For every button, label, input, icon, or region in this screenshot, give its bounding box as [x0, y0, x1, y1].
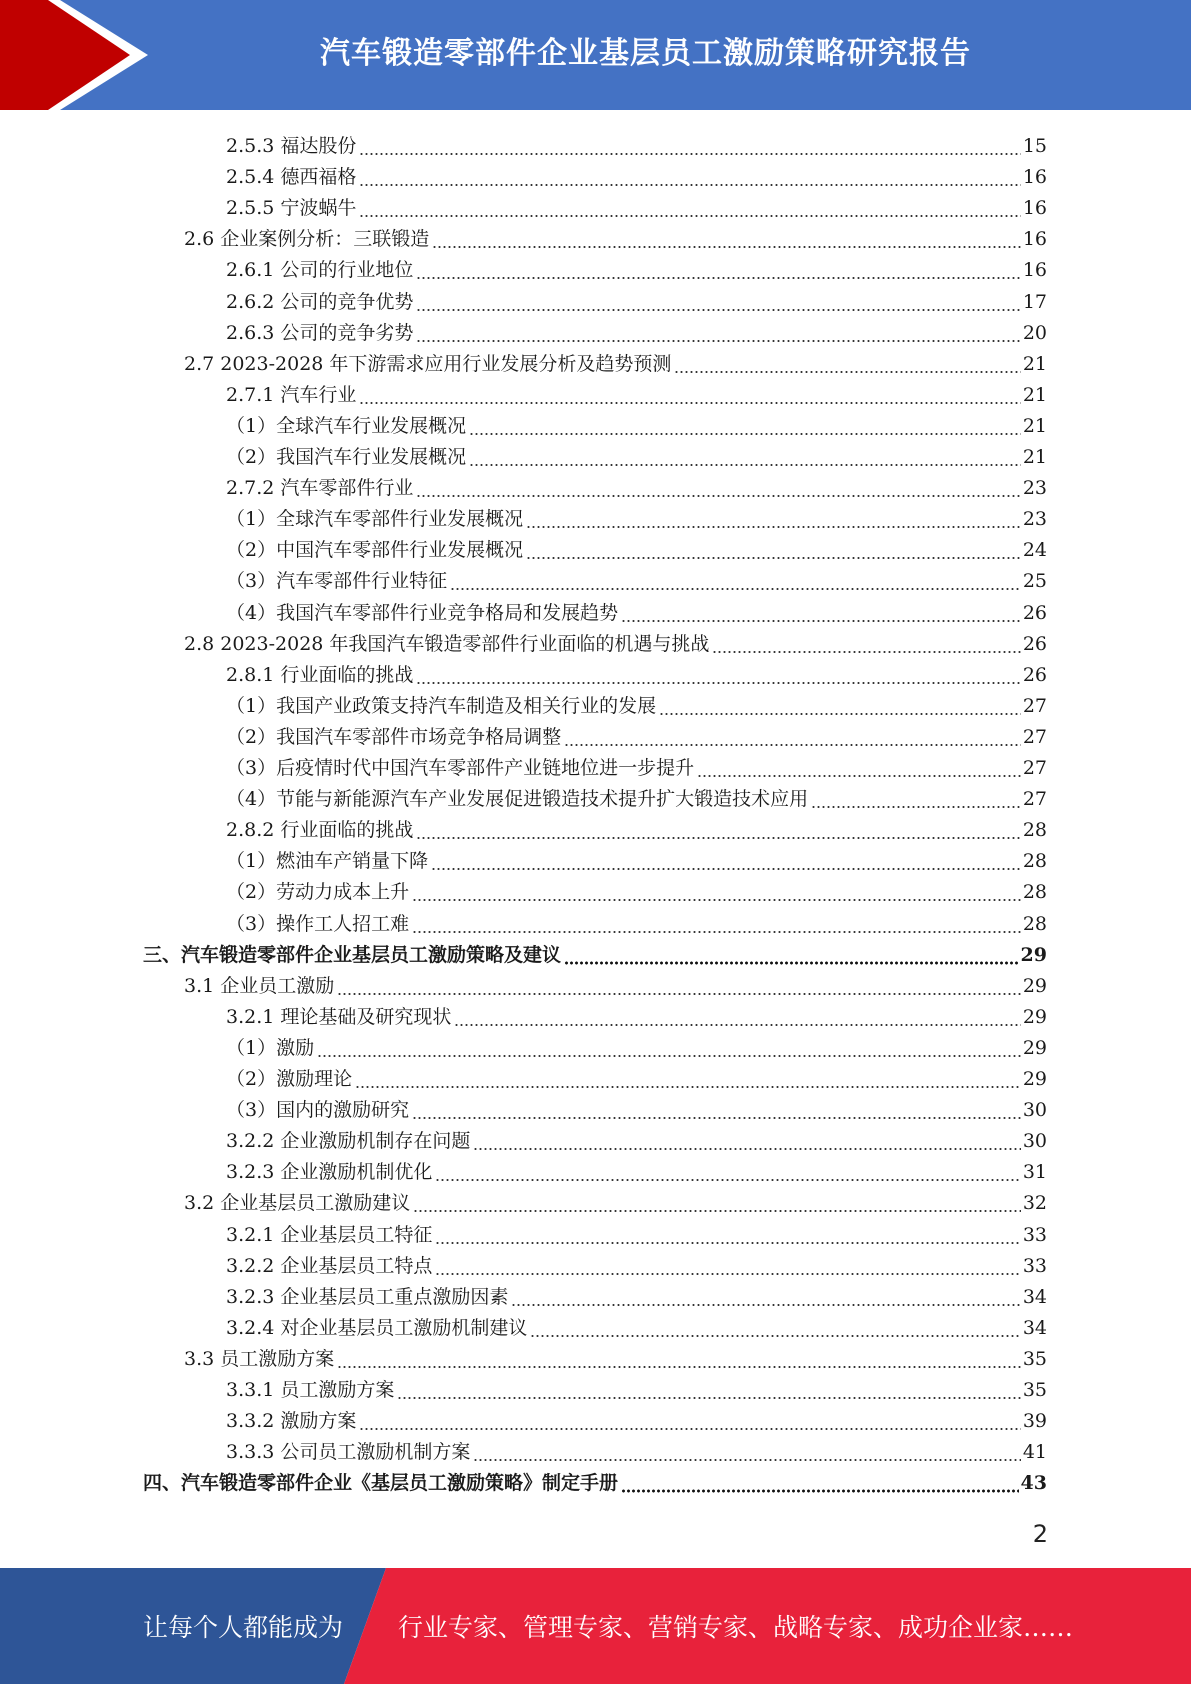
toc-entry-page: 26: [1022, 632, 1047, 655]
toc-entry-title: （1）全球汽车零部件行业发展概况: [226, 508, 524, 531]
page-footer: [0, 1568, 1191, 1684]
toc-dot-leader: [526, 536, 1021, 560]
toc-entry-title: 3.2.2 企业基层员工特点: [226, 1254, 433, 1277]
toc-dot-leader: [511, 1283, 1020, 1307]
toc-dot-leader: [564, 723, 1021, 747]
toc-entry-title: （3）国内的激励研究: [226, 1099, 410, 1122]
toc-dot-leader: [435, 1158, 1020, 1182]
toc-entry[interactable]: [226, 189, 1047, 220]
toc-entry-page: 16: [1022, 228, 1047, 251]
toc-entry-title: 2.7 2023-2028 年下游需求应用行业发展分析及趋势预测: [184, 352, 672, 375]
toc-dot-leader: [473, 1438, 1020, 1462]
toc-entry-title: 2.8 2023-2028 年我国汽车锻造零部件行业面临的机遇与挑战: [184, 632, 710, 655]
toc-entry-title: （3）操作工人招工难: [226, 912, 410, 935]
toc-entry[interactable]: [226, 811, 1047, 842]
toc-entry-title: 四、汽车锻造零部件企业《基层员工激励策略》制定手册: [143, 1472, 619, 1495]
toc-dot-leader: [337, 972, 1021, 996]
toc-entry[interactable]: [226, 905, 1047, 936]
toc-dot-leader: [416, 256, 1020, 280]
toc-entry-title: 3.2.1 企业基层员工特征: [226, 1223, 433, 1246]
toc-entry-page: 21: [1022, 352, 1047, 375]
toc-entry-title: （2）我国汽车零部件市场竞争格局调整: [226, 725, 562, 748]
toc-entry-page: 43: [1020, 1472, 1047, 1495]
toc-entry-page: 28: [1022, 912, 1047, 935]
toc-entry[interactable]: [226, 749, 1047, 780]
toc-entry-title: 2.7.1 汽车行业: [226, 383, 357, 406]
toc-entry[interactable]: [226, 1278, 1047, 1309]
toc-entry[interactable]: [184, 220, 1047, 251]
toc-entry-page: 24: [1022, 539, 1047, 562]
toc-entry[interactable]: [226, 998, 1047, 1029]
toc-dot-leader: [697, 754, 1021, 778]
toc-entry-page: 35: [1022, 1379, 1047, 1401]
toc-dot-leader: [359, 1407, 1020, 1431]
toc-entry[interactable]: [226, 718, 1047, 749]
page-number: 2: [1032, 1520, 1048, 1548]
toc-entry-page: 39: [1022, 1410, 1047, 1433]
toc-dot-leader: [416, 288, 1020, 312]
toc-entry-page: 29: [1022, 1005, 1047, 1028]
toc-dot-leader: [435, 1221, 1020, 1245]
toc-entry-title: 3.2.4 对企业基层员工激励机制建议: [226, 1316, 528, 1339]
toc-dot-leader: [469, 443, 1021, 467]
toc-entry-title: 2.6 企业案例分析：三联锻造: [184, 228, 430, 251]
toc-dot-leader: [317, 1034, 1021, 1058]
toc-entry-page: 32: [1022, 1192, 1047, 1215]
toc-entry[interactable]: [226, 656, 1047, 687]
toc-entry-page: 21: [1022, 446, 1047, 468]
toc-entry-page: 27: [1022, 694, 1047, 717]
toc-dot-leader: [359, 194, 1020, 218]
toc-entry-page: 16: [1022, 259, 1047, 282]
toc-entry-page: 16: [1022, 166, 1047, 189]
toc-entry[interactable]: [184, 1340, 1047, 1371]
toc-entry-page: 23: [1022, 508, 1047, 531]
toc-entry-page: 21: [1022, 383, 1047, 406]
toc-entry-title: 三、汽车锻造零部件企业基层员工激励策略及建议: [143, 943, 562, 966]
toc-entry[interactable]: [226, 500, 1047, 531]
toc-entry-title: （1）燃油车产销量下降: [226, 850, 429, 873]
footer-slogan-right: 行业专家、管理专家、营销专家、战略专家、成功企业家……: [398, 1613, 1074, 1642]
toc-dot-leader: [359, 381, 1020, 405]
toc-entry[interactable]: [226, 687, 1047, 718]
toc-dot-leader: [564, 941, 1019, 965]
toc-entry[interactable]: [226, 1433, 1047, 1464]
toc-entry-title: 3.1 企业员工激励: [184, 974, 335, 997]
toc-entry[interactable]: [184, 345, 1047, 376]
toc-dot-leader: [530, 1314, 1020, 1338]
toc-entry-title: 3.3.3 公司员工激励机制方案: [226, 1441, 471, 1464]
toc-dot-leader: [469, 412, 1021, 436]
toc-dot-leader: [416, 816, 1020, 840]
toc-dot-leader: [412, 878, 1021, 902]
toc-entry-title: （2）我国汽车行业发展概况: [226, 446, 467, 468]
toc-entry-title: 3.2 企业基层员工激励建议: [184, 1192, 411, 1215]
toc-dot-leader: [412, 910, 1021, 934]
toc-dot-leader: [337, 1345, 1021, 1369]
toc-entry[interactable]: [184, 1184, 1047, 1215]
toc-dot-leader: [355, 1065, 1021, 1089]
toc-entry-page: 34: [1022, 1285, 1047, 1308]
toc-entry[interactable]: [184, 625, 1047, 656]
chevron-arrow-icon: [0, 0, 160, 110]
toc-entry[interactable]: [226, 438, 1047, 469]
toc-dot-leader: [473, 1127, 1020, 1151]
toc-entry-page: 33: [1022, 1254, 1047, 1277]
toc-entry-title: 2.8.2 行业面临的挑战: [226, 819, 414, 842]
toc-entry[interactable]: [226, 407, 1047, 438]
toc-entry-page: 16: [1022, 197, 1047, 220]
footer-slogan-left: 让每个人都能成为: [143, 1613, 344, 1642]
toc-dot-leader: [412, 1096, 1021, 1120]
toc-dot-leader: [621, 599, 1021, 623]
toc-entry-title: （1）我国产业政策支持汽车制造及相关行业的发展: [226, 694, 657, 717]
toc-entry[interactable]: [226, 594, 1047, 625]
toc-entry[interactable]: [143, 936, 1047, 967]
toc-dot-leader: [674, 350, 1020, 374]
toc-dot-leader: [435, 1252, 1020, 1276]
toc-entry-title: 2.5.3 福达股份: [226, 135, 357, 157]
toc-entry-title: （1）激励: [226, 1036, 315, 1059]
toc-entry-page: 15: [1022, 135, 1047, 157]
toc-entry-page: 25: [1022, 570, 1047, 593]
toc-entry[interactable]: [226, 842, 1047, 873]
toc-entry[interactable]: [226, 1216, 1047, 1247]
toc-entry-title: 2.5.5 宁波蜗牛: [226, 197, 357, 220]
toc-entry-title: 2.6.2 公司的竞争优势: [226, 290, 414, 313]
toc-entry-page: 41: [1022, 1441, 1047, 1464]
page-header: [0, 0, 1191, 110]
toc-entry[interactable]: [226, 251, 1047, 282]
toc-entry[interactable]: [226, 1029, 1047, 1060]
toc-entry[interactable]: [226, 1091, 1047, 1122]
toc-entry[interactable]: [226, 1247, 1047, 1278]
toc-dot-leader: [416, 319, 1020, 343]
toc-entry-title: （2）劳动力成本上升: [226, 881, 410, 904]
report-title: 汽车锻造零部件企业基层员工激励策略研究报告: [320, 36, 971, 71]
toc-entry-page: 29: [1020, 943, 1047, 966]
toc-entry-page: 35: [1022, 1347, 1047, 1370]
toc-entry-title: （3）汽车零部件行业特征: [226, 570, 448, 593]
toc-entry-page: 29: [1022, 974, 1047, 997]
toc-entry-page: 30: [1022, 1130, 1047, 1153]
toc-entry[interactable]: [226, 1402, 1047, 1433]
toc-entry-title: 3.3.1 员工激励方案: [226, 1379, 395, 1401]
toc-entry-page: 27: [1022, 788, 1047, 811]
toc-entry-page: 23: [1022, 477, 1047, 500]
toc-entry-title: （4）我国汽车零部件行业竞争格局和发展趋势: [226, 601, 619, 624]
toc-entry-title: 3.3.2 激励方案: [226, 1410, 357, 1433]
toc-entry-page: 33: [1022, 1223, 1047, 1246]
toc-entry[interactable]: [226, 1371, 1047, 1402]
toc-entry-page: 17: [1022, 290, 1047, 313]
toc-entry[interactable]: [184, 967, 1047, 998]
toc-entry-title: （2）激励理论: [226, 1068, 353, 1090]
toc-entry-title: （1）全球汽车行业发展概况: [226, 414, 467, 437]
toc-dot-leader: [416, 661, 1020, 685]
toc-dot-leader: [811, 785, 1021, 809]
toc-entry-page: 21: [1022, 414, 1047, 437]
toc-dot-leader: [359, 132, 1020, 156]
toc-entry-title: 3.2.1 理论基础及研究现状: [226, 1005, 452, 1028]
toc-entry-title: 2.5.4 德西福格: [226, 166, 357, 189]
toc-entry-page: 31: [1022, 1161, 1047, 1184]
toc-dot-leader: [416, 474, 1020, 498]
toc-dot-leader: [659, 692, 1021, 716]
toc-entry-title: 2.6.3 公司的竞争劣势: [226, 321, 414, 344]
toc-entry-title: 3.2.2 企业激励机制存在问题: [226, 1130, 471, 1153]
toc-entry-title: 2.7.2 汽车零部件行业: [226, 477, 414, 500]
toc-entry[interactable]: [226, 376, 1047, 407]
toc-entry-title: （3）后疫情时代中国汽车零部件产业链地位进一步提升: [226, 757, 695, 779]
toc-dot-leader: [712, 630, 1020, 654]
toc-entry-page: 28: [1022, 881, 1047, 904]
toc-dot-leader: [450, 567, 1021, 591]
toc-entry-page: 26: [1022, 663, 1047, 686]
toc-entry-title: 3.2.3 企业激励机制优化: [226, 1161, 433, 1184]
toc-entry[interactable]: [226, 127, 1047, 158]
toc-entry[interactable]: [226, 1309, 1047, 1340]
toc-dot-leader: [621, 1469, 1019, 1493]
toc-entry-page: 34: [1022, 1316, 1047, 1339]
toc-dot-leader: [432, 225, 1021, 249]
toc-entry[interactable]: [226, 158, 1047, 189]
toc-entry[interactable]: [226, 283, 1047, 314]
toc-dot-leader: [431, 847, 1021, 871]
toc-dot-leader: [397, 1376, 1020, 1400]
toc-entry[interactable]: [226, 873, 1047, 904]
toc-entry-title: 3.3 员工激励方案: [184, 1347, 335, 1370]
toc-entry-page: 29: [1022, 1036, 1047, 1059]
toc-entry-title: 3.2.3 企业基层员工重点激励因素: [226, 1285, 509, 1308]
toc-entry-page: 28: [1022, 850, 1047, 873]
toc-dot-leader: [413, 1189, 1021, 1213]
toc-entry[interactable]: [226, 314, 1047, 345]
toc-entry[interactable]: [143, 1464, 1047, 1495]
toc-entry[interactable]: [226, 531, 1047, 562]
toc-entry[interactable]: [226, 1122, 1047, 1153]
toc-entry-page: 28: [1022, 819, 1047, 842]
toc-entry-page: 29: [1022, 1068, 1047, 1090]
toc-dot-leader: [526, 505, 1021, 529]
toc-entry-page: 30: [1022, 1099, 1047, 1122]
toc-entry[interactable]: [226, 469, 1047, 500]
toc-entry[interactable]: [226, 562, 1047, 593]
toc-dot-leader: [454, 1003, 1020, 1027]
toc-entry-page: 26: [1022, 601, 1047, 624]
toc-dot-leader: [359, 163, 1020, 187]
toc-entry-page: 27: [1022, 725, 1047, 748]
toc-entry[interactable]: [226, 1060, 1047, 1091]
toc-entry-page: 20: [1022, 321, 1047, 344]
toc-entry[interactable]: [226, 780, 1047, 811]
toc-entry-page: 27: [1022, 757, 1047, 779]
toc-entry-title: 2.8.1 行业面临的挑战: [226, 663, 414, 686]
toc-entry[interactable]: [226, 1153, 1047, 1184]
toc-entry-title: 2.6.1 公司的行业地位: [226, 259, 414, 282]
toc-entry-title: （4）节能与新能源汽车产业发展促进锻造技术提升扩大锻造技术应用: [226, 788, 809, 811]
toc-entry-title: （2）中国汽车零部件行业发展概况: [226, 539, 524, 562]
